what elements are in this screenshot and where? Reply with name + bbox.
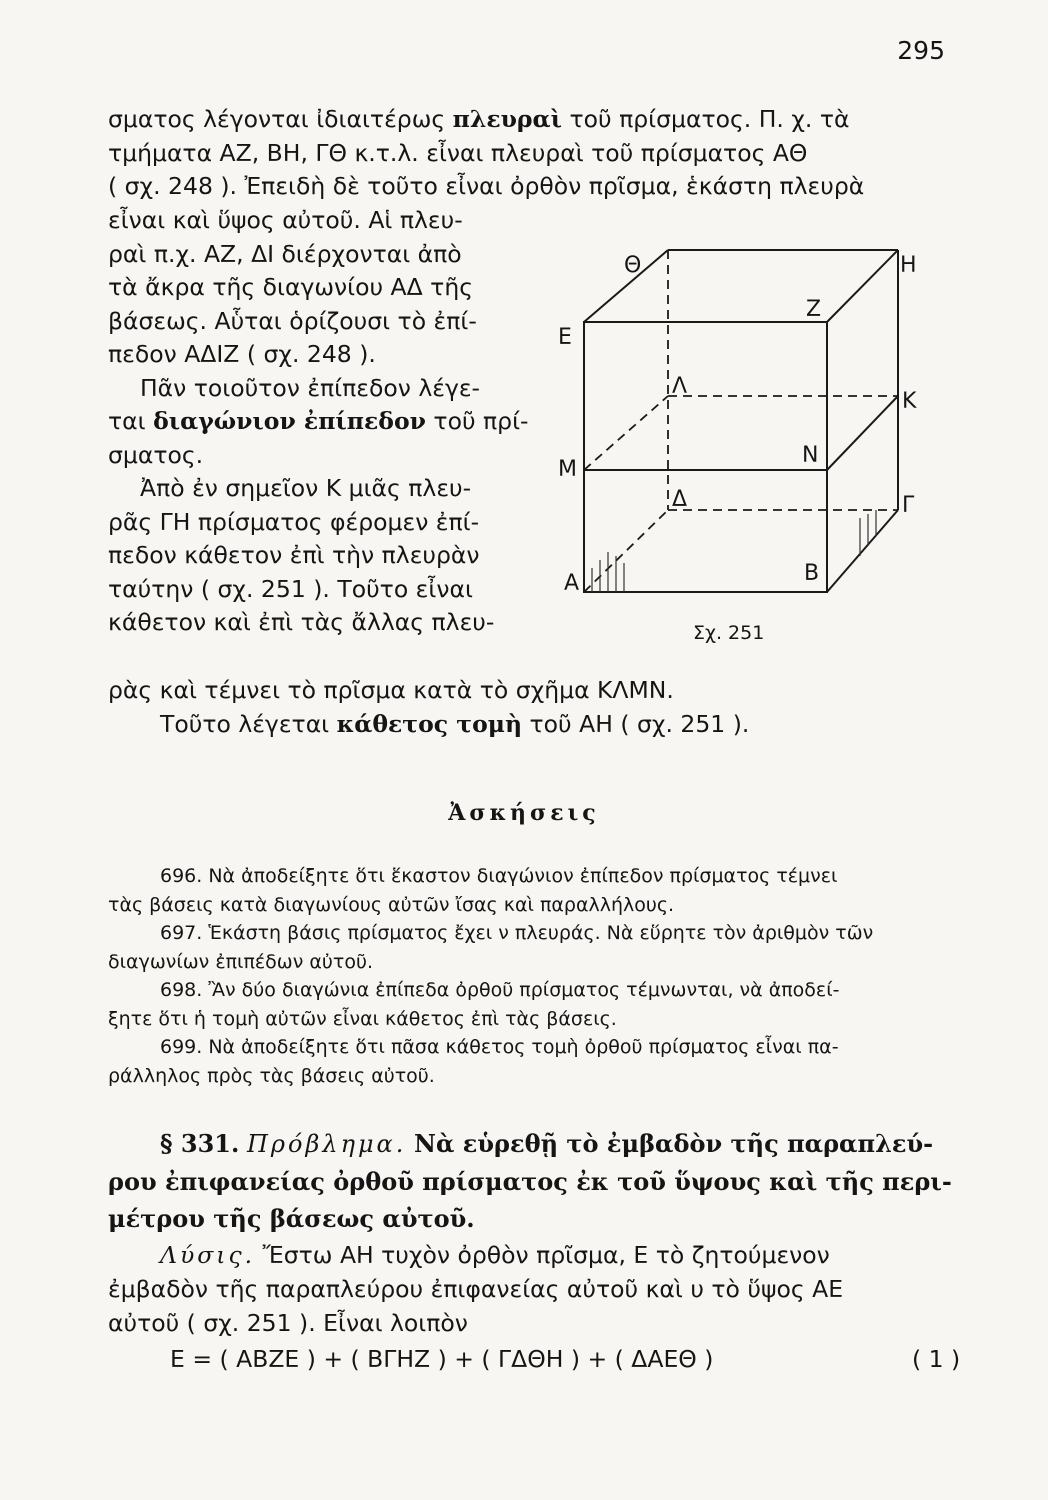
label-alpha: Α (564, 571, 580, 596)
section-331 (108, 1125, 958, 1237)
text-line: Ἀπὸ ἐν σημεῖον Κ μιᾶς πλευ- (140, 474, 472, 502)
exercise-696-cont: τὰς βάσεις κατὰ διαγωνίους αὐτῶν ἴσας καὶ παραλλήλους. (108, 893, 675, 916)
label-nu: Ν (802, 443, 819, 468)
section-title-line: § 331. Πρόβλημα. Νὰ εὑρεθῇ τὸ ἐμβαδὸν τῆς παραπλεύ- (160, 1129, 934, 1158)
label-theta: Θ (624, 253, 642, 278)
text-line: Πᾶν τοιοῦτον ἐπίπεδον λέγε- (140, 373, 481, 402)
exercise-699: 699. Νὰ ἀποδείξητε ὅτι πᾶσα κάθετος τομὴ ὀρθοῦ πρίσματος εἶναι πα- (160, 1036, 839, 1058)
label-kappa: Κ (902, 389, 917, 414)
label-epsilon: Ε (558, 325, 572, 350)
solution-line: Λύσις. Ἔστω ΑΗ τυχὸν ὀρθὸν πρῖσμα, Ε τὸ ζητούμενον (160, 1241, 830, 1269)
intro-line-1: σματος λέγονται ἰδιαιτέρως πλευραὶ τοῦ πρίσματος. Π. χ. τὰ (108, 105, 850, 133)
term-pleurai: πλευραὶ (452, 105, 563, 133)
text-line: ραὶ π.χ. ΑΖ, ΔΙ διέρχονται ἀπὸ (108, 239, 462, 268)
prism-diagram (548, 238, 948, 658)
label-eta: Η (900, 253, 917, 278)
page-number: 295 (897, 36, 945, 65)
text-line: κάθετον καὶ ἐπὶ τὰς ἄλλας πλευ- (108, 608, 495, 636)
solution-line: ἐμβαδὸν τῆς παραπλεύρου ἐπιφανείας αὐτοῦ καὶ υ τὸ ὕψος ΑΕ (108, 1275, 844, 1303)
text-line: ταύτην ( σχ. 251 ). Τοῦτο εἶναι (108, 574, 473, 603)
prism-figure (548, 238, 948, 658)
section-title-line: ρου ἐπιφανείας ὀρθοῦ πρίσματος ἐκ τοῦ ὕψους καὶ τῆς περι- (108, 1167, 952, 1196)
equation: Ε = ( ΑΒΖΕ ) + ( ΒΓΗΖ ) + ( ΓΔΘΗ ) + ( ΔΑΕΘ ) (170, 1345, 714, 1373)
exercise-698-cont: ξητε ὅτι ἡ τομὴ αὐτῶν εἶναι κάθετος ἐπὶ τὰς βάσεις. (108, 1007, 617, 1030)
section-edge-nk (827, 396, 898, 470)
label-gamma: Γ (902, 493, 915, 518)
solution-line: αὐτοῦ ( σχ. 251 ). Εἶναι λοιπὸν (108, 1309, 468, 1337)
text-line: ρᾶς ΓΗ πρίσματος φέρομεν ἐπί- (108, 507, 480, 536)
intro-paragraph (108, 103, 958, 204)
text-line: τὰ ἄκρα τῆς διαγωνίου ΑΔ τῆς (108, 273, 474, 301)
intro-line-3: ( σχ. 248 ). Ἐπειδὴ δὲ τοῦτο εἶναι ὀρθὸν πρῖσμα, ἑκάστη πλευρὰ (108, 172, 865, 200)
exercises-heading: Ἀσκήσεις (448, 800, 600, 826)
closing-lines (108, 674, 958, 741)
text-line: Τοῦτο λέγεται κάθετος τομὴ τοῦ ΑΗ ( σχ. 251 ). (160, 709, 750, 738)
text-line: σματος. (108, 440, 204, 469)
text-line: ται διαγώνιον ἐπίπεδον τοῦ πρί- (108, 407, 529, 435)
term-diagonal-plane: διαγώνιον ἐπίπεδον (153, 407, 426, 435)
solution (108, 1238, 958, 1340)
left-column-text (108, 204, 548, 640)
section-number: § 331. (160, 1129, 240, 1158)
label-beta: Β (804, 561, 820, 586)
figure-caption: Σχ. 251 (693, 622, 765, 644)
label-lambda: Λ (672, 374, 688, 399)
term-normal-section: κάθετος τομὴ (336, 709, 523, 738)
text-line: βάσεως. Αὗται ὁρίζουσι τὸ ἐπί- (108, 306, 477, 335)
exercise-698: 698. Ἂν δύο διαγώνια ἐπίπεδα ὀρθοῦ πρίσματος τέμνωνται, νὰ ἀποδεί- (160, 979, 840, 1001)
label-mu: Μ (558, 457, 577, 482)
front-face (584, 322, 827, 592)
solution-label: Λύσις. (160, 1241, 256, 1269)
exercise-697-cont: διαγωνίων ἐπιπέδων αὐτοῦ. (108, 950, 373, 973)
label-zeta: Ζ (806, 297, 822, 322)
text-line: πεδον ΑΔΙΖ ( σχ. 248 ). (108, 340, 376, 368)
exercise-699-cont: ράλληλος πρὸς τὰς βάσεις αὐτοῦ. (108, 1064, 435, 1087)
equation-number: ( 1 ) (912, 1345, 961, 1373)
text-line: πεδον κάθετον ἐπὶ τὴν πλευρὰν (108, 541, 480, 569)
intro-line-2: τμήματα ΑΖ, ΒΗ, ΓΘ κ.τ.λ. εἶναι πλευραὶ τοῦ πρίσματος ΑΘ (108, 138, 808, 167)
exercises-list (108, 862, 953, 1090)
section-title-line: μέτρου τῆς βάσεως αὐτοῦ. (108, 1204, 475, 1233)
exercise-697: 697. Ἑκάστη βάσις πρίσματος ἔχει ν πλευράς. Νὰ εὕρητε τὸν ἀριθμὸν τῶν (160, 922, 874, 944)
text-line: εἶναι καὶ ὕψος αὐτοῦ. Αἱ πλευ- (108, 206, 463, 234)
text-line: ρὰς καὶ τέμνει τὸ πρῖσμα κατὰ τὸ σχῆμα ΚΛΜΝ. (108, 676, 674, 704)
label-delta: Δ (672, 487, 688, 512)
exercise-696: 696. Νὰ ἀποδείξητε ὅτι ἕκαστον διαγώνιον ἐπίπεδον πρίσματος τέμνει (160, 865, 838, 887)
section-label: Πρόβλημα. (247, 1130, 407, 1158)
